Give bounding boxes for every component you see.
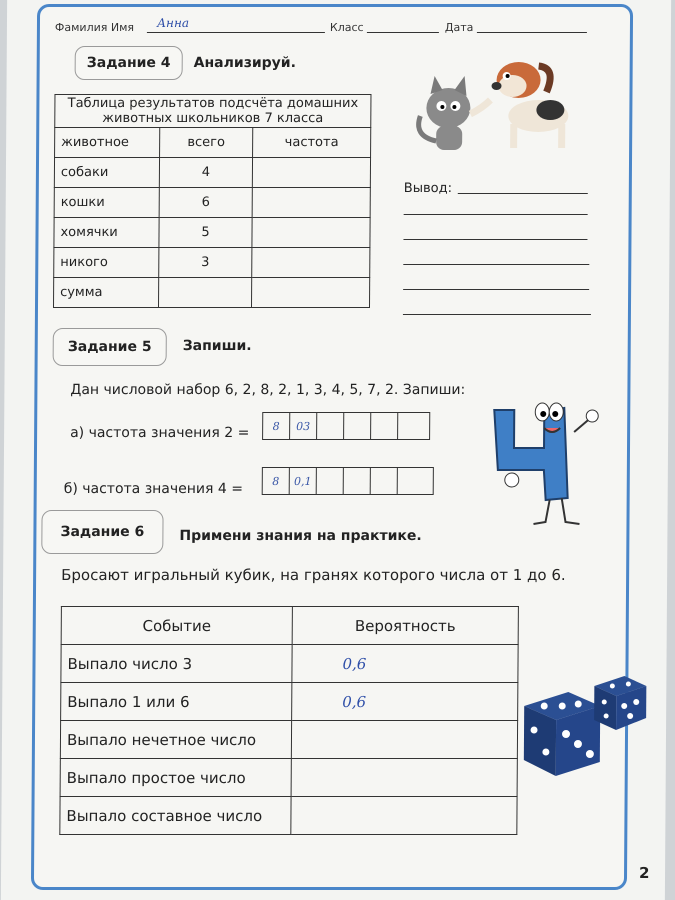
answer-cell[interactable]	[371, 468, 398, 494]
answer-cell[interactable]	[398, 413, 424, 439]
table-cell: сумма	[53, 278, 158, 308]
pets-table	[53, 94, 371, 308]
task4-badge: Задание 4	[75, 46, 183, 80]
table-row	[54, 218, 370, 248]
conclusion-line[interactable]	[403, 314, 591, 315]
table-cell: 4	[159, 158, 252, 188]
cat-and-dog-illustration	[408, 56, 584, 156]
pets-col-freq: частота	[253, 128, 371, 158]
table-cell: Выпало простое число	[60, 759, 291, 797]
table-cell[interactable]	[252, 248, 370, 278]
answer-cell[interactable]: 8	[263, 413, 290, 439]
table-cell: собаки	[54, 158, 159, 188]
table-row	[60, 797, 517, 835]
table-cell: никого	[54, 248, 159, 278]
table-cell[interactable]	[252, 188, 370, 218]
answer-cell[interactable]	[344, 468, 371, 494]
table-cell[interactable]	[252, 158, 370, 188]
table-row	[61, 645, 518, 683]
table-cell: кошки	[54, 188, 159, 218]
task5-question-a: а) частота значения 2 =	[70, 425, 250, 441]
table-cell[interactable]	[252, 218, 370, 248]
table-cell: Выпало нечетное число	[60, 721, 291, 759]
task4-desc: Анализируй.	[193, 55, 297, 71]
pets-col-animal: животное	[55, 128, 160, 158]
table-cell[interactable]	[291, 721, 517, 759]
task5-statement: Дан числовой набор 6, 2, 8, 2, 1, 3, 4, 5, 7, 2. Запиши:	[70, 382, 466, 398]
table-cell[interactable]	[158, 278, 251, 308]
pets-table-title: Таблица результатов подсчёта домашних животных школьников 7 класса	[55, 95, 371, 128]
answer-cell[interactable]	[317, 413, 344, 439]
task5-desc: Запиши.	[182, 338, 252, 354]
table-row	[54, 158, 370, 188]
worksheet-page	[1, 0, 671, 900]
class-label: Класс	[329, 21, 364, 34]
answer-cell[interactable]	[371, 413, 398, 439]
conclusion-line[interactable]	[458, 193, 588, 194]
task5-badge: Задание 5	[53, 328, 167, 366]
pets-col-total: всего	[160, 128, 253, 158]
number-seven-mascot-icon	[483, 398, 614, 530]
table-row	[60, 721, 517, 759]
conclusion-line[interactable]	[403, 239, 587, 240]
conclusion-line[interactable]	[403, 289, 589, 290]
answer-cell[interactable]	[398, 468, 424, 494]
task6-desc: Примени знания на практике.	[179, 528, 422, 544]
name-line	[147, 32, 325, 33]
date-line	[477, 32, 587, 33]
answer-cell[interactable]: 03	[290, 413, 317, 439]
answer-cell[interactable]: 0,1	[290, 468, 317, 494]
table-cell[interactable]: 0,6	[292, 645, 518, 683]
task6-badge: Задание 6	[41, 510, 163, 554]
table-cell[interactable]	[291, 759, 517, 797]
conclusion-label: Вывод:	[403, 181, 453, 196]
table-row	[60, 759, 517, 797]
dice-icon	[520, 672, 651, 782]
probability-table	[59, 606, 519, 835]
table-row	[61, 683, 518, 721]
task5-question-b: б) частота значения 4 =	[63, 481, 244, 497]
answer-cell[interactable]: 8	[263, 468, 290, 494]
table-cell[interactable]: 0,6	[292, 683, 518, 721]
conclusion-line[interactable]	[403, 264, 589, 265]
table-cell[interactable]	[251, 278, 369, 308]
prob-col-event: Событие	[61, 607, 292, 645]
table-cell: 6	[159, 188, 252, 218]
name-label: Фамилия Имя	[54, 21, 135, 34]
answer-cell[interactable]	[344, 413, 371, 439]
answer-a-cells[interactable]	[262, 412, 430, 440]
date-label: Дата	[444, 21, 474, 34]
table-row	[54, 248, 370, 278]
answer-cell[interactable]	[317, 468, 344, 494]
prob-col-probability: Вероятность	[292, 607, 518, 645]
table-cell[interactable]	[291, 797, 517, 835]
table-row	[53, 278, 369, 308]
table-cell: Выпало число 3	[61, 645, 292, 683]
task6-statement: Бросают игральный кубик, на гранях которого числа от 1 до 6.	[61, 566, 566, 584]
table-cell: хомячки	[54, 218, 159, 248]
page-number: 2	[638, 864, 650, 882]
table-cell: 3	[159, 248, 252, 278]
table-cell: Выпало составное число	[60, 797, 291, 835]
name-value: Анна	[156, 16, 190, 30]
answer-b-cells[interactable]	[262, 467, 434, 495]
class-line	[367, 32, 439, 33]
conclusion-line[interactable]	[404, 214, 588, 215]
table-row	[54, 188, 370, 218]
table-cell: Выпало 1 или 6	[61, 683, 292, 721]
table-cell: 5	[159, 218, 252, 248]
